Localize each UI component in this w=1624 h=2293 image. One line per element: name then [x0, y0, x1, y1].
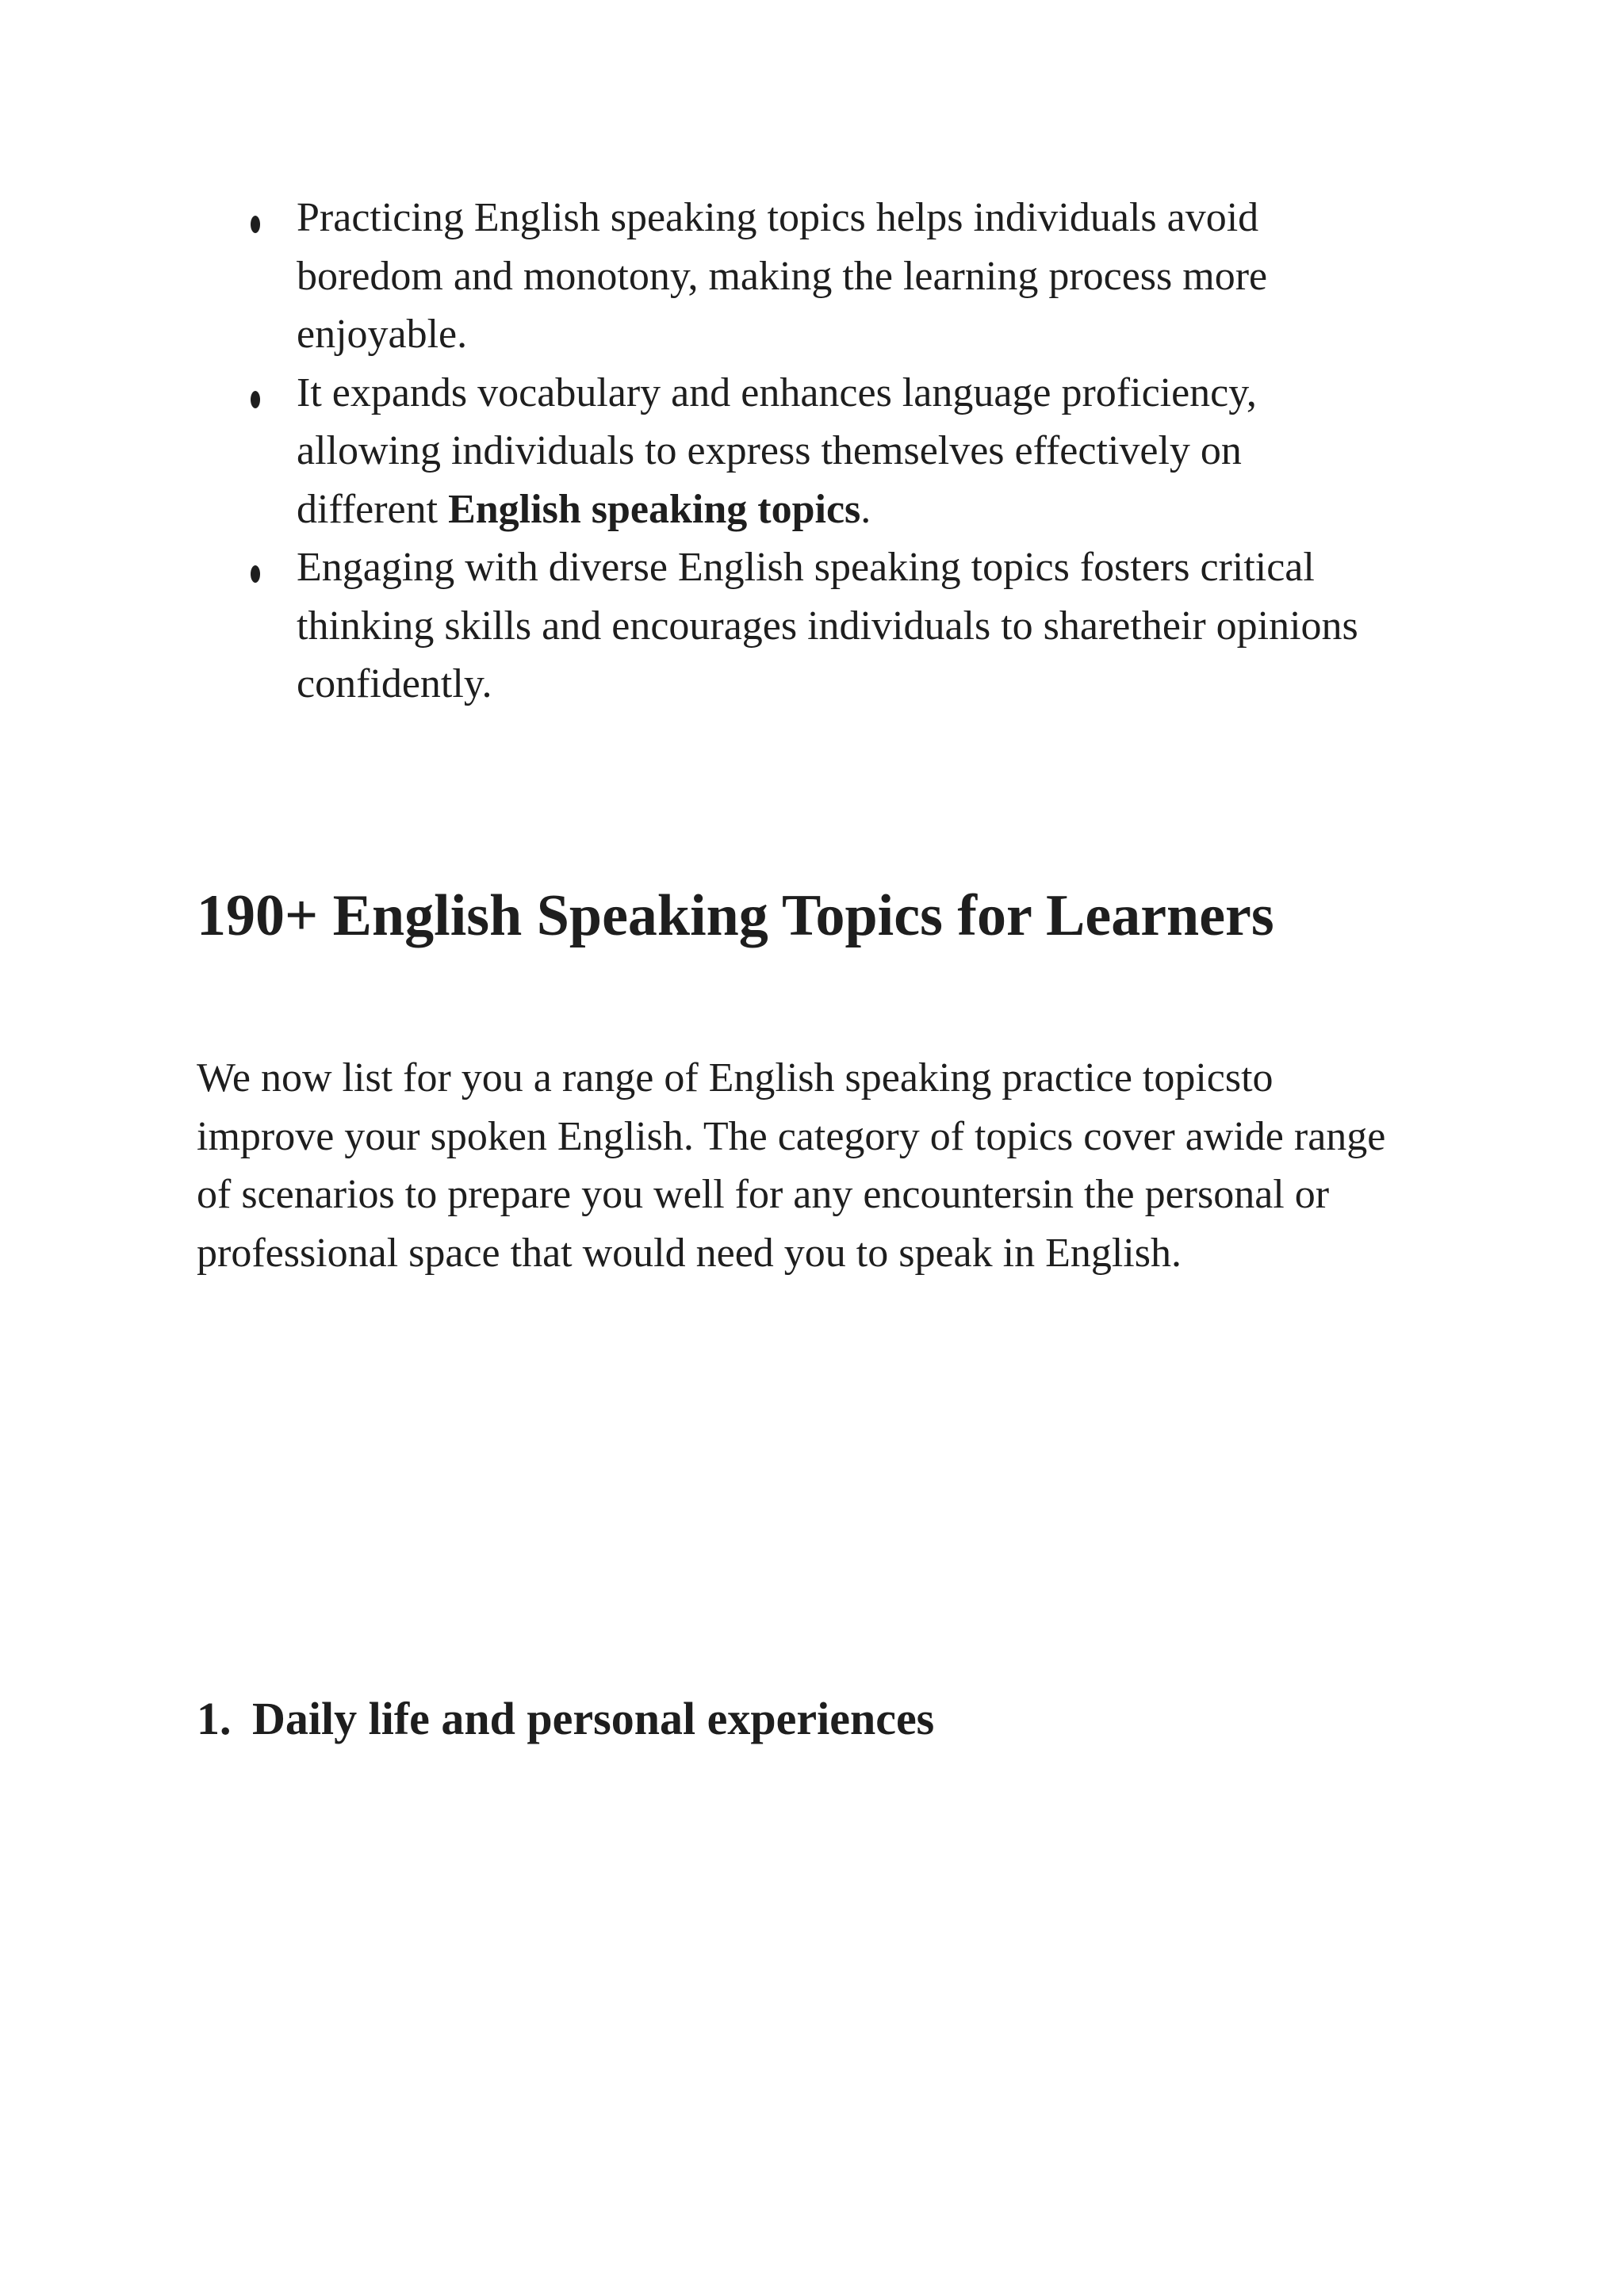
bullet-dot-icon — [251, 391, 260, 408]
bullet-item — [238, 364, 1475, 539]
bullet-line: Practicing English speaking topics helps individuals avoid — [297, 195, 1259, 240]
subheading-number: 1. — [197, 1693, 232, 1744]
intro-line: professional space that would need you to speak in English. — [197, 1230, 1182, 1276]
bullet-line-suffix: . — [860, 486, 871, 532]
bold-keyword: English speaking topics — [448, 486, 861, 532]
benefits-bullet-list — [238, 189, 1475, 714]
intro-line: improve your spoken English. The category of topics cover awide range — [197, 1113, 1386, 1159]
bullet-item — [238, 189, 1475, 364]
bullet-line: allowing individuals to express themselves effectively on — [297, 428, 1242, 473]
bullet-dot-icon — [251, 216, 260, 233]
section-title: 190+ English Speaking Topics for Learners — [197, 883, 1274, 948]
bullet-line: It expands vocabulary and enhances language proficiency, — [297, 369, 1257, 415]
intro-paragraph — [197, 1049, 1465, 1282]
bullet-line: boredom and monotony, making the learning process more — [297, 253, 1268, 299]
intro-line: of scenarios to prepare you well for any encountersin the personal or — [197, 1172, 1330, 1217]
bullet-line: enjoyable. — [297, 312, 468, 357]
bullet-line: Engaging with diverse English speaking topics fosters critical — [297, 545, 1315, 590]
bullet-item — [238, 538, 1475, 714]
bullet-line-prefix: different — [297, 486, 449, 532]
bullet-line: thinking skills and encourages individuals to sharetheir opinions — [297, 603, 1358, 649]
bullet-dot-icon — [251, 565, 260, 583]
intro-line: We now list for you a range of English speaking practice topicsto — [197, 1055, 1274, 1101]
subheading-text: Daily life and personal experiences — [252, 1693, 935, 1744]
bullet-line: confidently. — [297, 661, 492, 706]
subheading-daily-life — [197, 1689, 934, 1749]
